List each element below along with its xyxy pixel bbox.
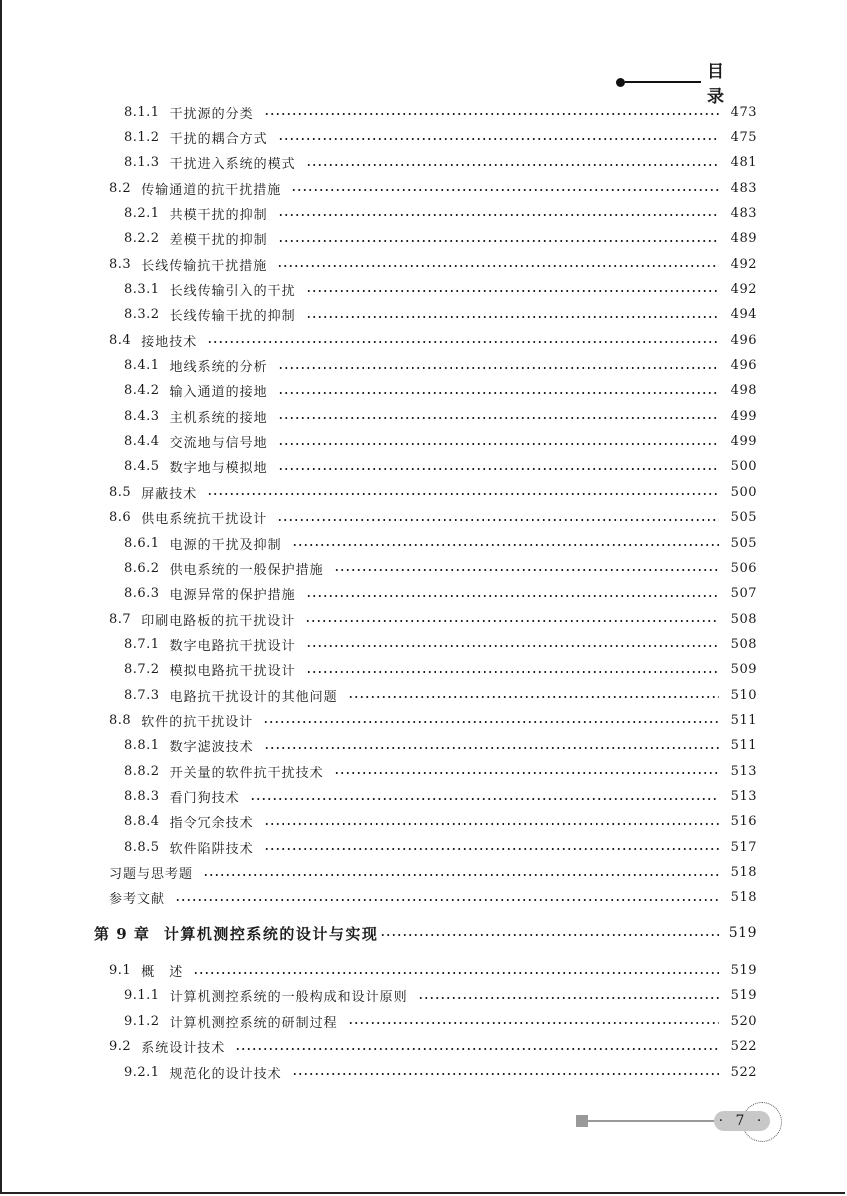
toc-entry-page: 498 xyxy=(730,383,757,399)
toc-entry-page: 518 xyxy=(730,865,757,880)
dot-leader xyxy=(203,874,719,876)
dot-leader xyxy=(207,341,719,343)
dot-leader xyxy=(278,417,719,419)
dot-leader xyxy=(291,189,719,191)
toc-entry-page: 499 xyxy=(730,434,757,450)
toc-entry-number: 8.4.2 xyxy=(124,383,160,399)
toc-entry-number: 8.8.5 xyxy=(124,839,160,855)
dot-leader xyxy=(334,772,719,774)
dot-leader xyxy=(278,240,719,242)
toc-entry[interactable] xyxy=(124,152,757,174)
toc-entry-number: 8.1.2 xyxy=(124,129,160,145)
toc-entry-page: 494 xyxy=(730,307,757,323)
toc-entry-title: 共模干扰的抑制 xyxy=(169,207,268,223)
toc-entry-title: 长线传输抗干扰措施 xyxy=(141,258,268,274)
toc-entry[interactable] xyxy=(109,507,757,529)
dot-leader xyxy=(292,1073,719,1075)
toc-entry-title: 干扰源的分类 xyxy=(169,106,254,122)
toc-entry-number: 9.1.2 xyxy=(124,1013,160,1029)
dot-leader xyxy=(278,392,719,394)
toc-entry[interactable] xyxy=(124,557,757,579)
toc-entry-number: 8.6 xyxy=(109,510,132,526)
toc-entry-number: 8.6.1 xyxy=(124,535,160,551)
toc-entry-number: 8.4.4 xyxy=(124,434,160,450)
toc-entry-number: 8.8.2 xyxy=(124,763,160,779)
toc-entry-title: 看门狗技术 xyxy=(169,791,240,806)
toc-entry-number: 8.7.2 xyxy=(124,662,160,678)
toc-entry[interactable] xyxy=(124,633,757,655)
toc-entry-page: 519 xyxy=(730,963,757,979)
dot-leader xyxy=(250,798,719,800)
toc-entry[interactable] xyxy=(109,177,757,199)
toc-entry[interactable] xyxy=(124,684,757,706)
toc-entry[interactable] xyxy=(109,862,757,884)
toc-entry-title: 电路抗干扰设计的其他问题 xyxy=(169,689,338,705)
toc-entry-page: 505 xyxy=(730,535,757,551)
toc-entry[interactable] xyxy=(124,126,757,148)
dot-leader xyxy=(292,544,719,546)
toc-entry-number: 9.1.1 xyxy=(124,988,160,1004)
dot-leader xyxy=(264,113,719,115)
toc-entry-number: 8.4 xyxy=(109,332,132,348)
toc-entry-page: 506 xyxy=(730,560,757,576)
page-title: 目 录 xyxy=(707,62,734,107)
toc-entry-title: 接地技术 xyxy=(141,334,198,350)
toc-entry-number: 8.8.4 xyxy=(124,814,160,830)
toc-entry-title: 屏蔽技术 xyxy=(141,486,198,502)
toc-entry[interactable] xyxy=(124,431,757,453)
toc-entry-title: 计算机测控系统的设计与实现 xyxy=(163,924,379,943)
toc-entry-page: 520 xyxy=(730,1013,757,1029)
toc-entry-number: 8.4.1 xyxy=(124,358,160,373)
toc-entry-number: 9.2.1 xyxy=(124,1064,160,1080)
toc-entry-title: 主机系统的接地 xyxy=(169,410,268,426)
toc-entry-title: 电源的干扰及抑制 xyxy=(169,537,282,553)
toc-entry-number: 8.2.2 xyxy=(124,231,160,247)
toc-entry[interactable] xyxy=(124,278,757,300)
toc-entry-title: 计算机测控系统的研制过程 xyxy=(169,1015,338,1031)
toc-entry-number: 8.8 xyxy=(109,712,132,728)
toc-entry-title: 软件的抗干扰设计 xyxy=(141,714,254,730)
toc-entry-title: 数字电路抗干扰设计 xyxy=(169,638,296,654)
toc-entry-page: 505 xyxy=(730,510,757,526)
toc-entry[interactable] xyxy=(124,985,757,1007)
page-number: · 7 · xyxy=(714,1111,770,1131)
toc-entry[interactable] xyxy=(124,304,757,326)
toc-entry-page: 518 xyxy=(730,890,757,906)
dot-leader xyxy=(277,519,719,521)
toc-entry[interactable] xyxy=(109,481,757,503)
toc-entry[interactable] xyxy=(124,405,757,427)
toc-entry[interactable] xyxy=(124,735,757,757)
dot-leader xyxy=(175,899,719,901)
dot-leader xyxy=(305,620,719,622)
toc-entry-page: 483 xyxy=(730,205,757,221)
toc-entry-title: 数字滤波技术 xyxy=(169,740,254,756)
toc-entry[interactable] xyxy=(124,456,757,478)
toc-entry-number: 8.4.3 xyxy=(124,408,160,424)
dot-leader xyxy=(306,290,719,292)
toc-entry-page: 522 xyxy=(730,1064,757,1080)
toc-entry-number: 8.6.3 xyxy=(124,586,160,602)
toc-entry-number: 8.3.1 xyxy=(124,281,160,297)
toc-entry[interactable] xyxy=(124,355,757,377)
toc-entry-title: 指令冗余技术 xyxy=(169,816,254,832)
toc-entry-page: 496 xyxy=(730,358,757,373)
toc-entry-title: 习题与思考题 xyxy=(109,867,194,882)
toc-entry-title: 计算机测控系统的一般构成和设计原则 xyxy=(169,990,408,1006)
toc-entry-title: 规范化的设计技术 xyxy=(169,1066,282,1082)
toc-entry-number: 8.1.3 xyxy=(124,155,160,171)
toc-entry-page: 519 xyxy=(728,925,757,942)
toc-entry-page: 511 xyxy=(730,738,757,754)
toc-entry-page: 473 xyxy=(730,104,757,120)
toc-entry-page: 513 xyxy=(730,789,757,804)
toc-entry-number: 8.5 xyxy=(109,484,132,500)
toc-entry-title: 供电系统的一般保护措施 xyxy=(169,562,324,578)
toc-entry-title: 概 述 xyxy=(141,965,184,981)
toc-entry-title: 干扰进入系统的模式 xyxy=(169,157,296,173)
toc-entry-number: 8.2.1 xyxy=(124,205,160,221)
toc-entry-number: 8.2 xyxy=(109,180,132,196)
toc-entry-page: 481 xyxy=(730,155,757,171)
toc-entry-title: 系统设计技术 xyxy=(141,1041,226,1057)
dot-leader xyxy=(278,367,719,369)
footer-rule xyxy=(588,1120,720,1122)
toc-entry-page: 489 xyxy=(730,231,757,247)
toc-entry[interactable] xyxy=(109,608,757,630)
toc-entry[interactable] xyxy=(109,960,757,982)
dot-leader xyxy=(264,823,719,825)
dot-leader xyxy=(306,671,719,673)
toc-entry-title: 地线系统的分析 xyxy=(169,360,268,375)
dot-leader xyxy=(278,214,719,216)
toc-entry[interactable] xyxy=(124,380,757,402)
dot-leader xyxy=(278,468,719,470)
dot-leader xyxy=(306,164,719,166)
toc-entry-title: 干扰的耦合方式 xyxy=(169,131,268,147)
toc-entry[interactable] xyxy=(109,1036,757,1058)
toc-entry-page: 516 xyxy=(730,814,757,830)
toc-entry-page: 492 xyxy=(730,281,757,297)
toc-entry-page: 517 xyxy=(730,839,757,855)
dot-leader xyxy=(278,138,719,140)
toc-entry-number: 8.7.3 xyxy=(124,687,160,703)
toc-entry-title: 开关量的软件抗干扰技术 xyxy=(169,765,324,781)
dot-leader xyxy=(263,721,719,723)
dot-leader xyxy=(207,493,719,495)
toc-entry-page: 507 xyxy=(730,586,757,602)
toc-entry-title: 模拟电路抗干扰设计 xyxy=(169,664,296,680)
toc-entry-title: 软件陷阱技术 xyxy=(169,841,254,857)
toc-entry-page: 508 xyxy=(730,611,757,627)
toc-entry-title: 传输通道的抗干扰措施 xyxy=(141,182,282,198)
toc-entry-page: 508 xyxy=(730,636,757,652)
toc-entry-number: 8.6.2 xyxy=(124,560,160,576)
toc-entry-number: 8.8.3 xyxy=(124,789,160,804)
dot-leader xyxy=(193,972,719,974)
toc-entry[interactable] xyxy=(124,101,757,123)
toc-entry[interactable] xyxy=(124,836,757,858)
toc-entry-title: 输入通道的接地 xyxy=(169,385,268,401)
toc-entry[interactable] xyxy=(124,659,757,681)
toc-entry-page: 509 xyxy=(730,662,757,678)
toc-entry-page: 513 xyxy=(730,763,757,779)
toc-entry[interactable] xyxy=(124,811,757,833)
toc-entry[interactable] xyxy=(124,532,757,554)
toc-entry-number: 8.3.2 xyxy=(124,307,160,323)
toc-entry-number: 8.7 xyxy=(109,611,132,627)
dot-leader xyxy=(306,595,719,597)
toc-entry-page: 510 xyxy=(730,687,757,703)
dot-leader xyxy=(334,569,719,571)
toc-entry-page: 511 xyxy=(730,712,757,728)
toc-entry-number: 8.8.1 xyxy=(124,738,160,754)
toc-entry[interactable] xyxy=(109,253,757,275)
toc-entry-page: 483 xyxy=(730,180,757,196)
toc-entry-title: 差模干扰的抑制 xyxy=(169,233,268,249)
dot-leader xyxy=(348,1022,719,1024)
toc-entry-title: 交流地与信号地 xyxy=(169,436,268,452)
toc-entry-title: 印刷电路板的抗干扰设计 xyxy=(141,613,296,629)
toc-entry-number: 8.3 xyxy=(109,256,132,272)
toc-entry-number: 9.2 xyxy=(109,1039,132,1055)
toc-entry[interactable] xyxy=(124,202,757,224)
toc-entry[interactable] xyxy=(124,1010,757,1032)
page-footer xyxy=(576,1102,788,1142)
toc-entry-title: 数字地与模拟地 xyxy=(169,461,268,477)
toc-entry-title: 供电系统抗干扰设计 xyxy=(141,512,268,528)
toc-chapter-entry[interactable] xyxy=(94,920,757,946)
dot-leader xyxy=(418,997,719,999)
dot-leader xyxy=(306,316,719,318)
toc-entry-page: 522 xyxy=(730,1039,757,1055)
toc-entry[interactable] xyxy=(124,228,757,250)
toc-entry[interactable] xyxy=(124,760,757,782)
toc-entry-number: 8.7.1 xyxy=(124,636,160,652)
dot-leader xyxy=(235,1048,719,1050)
toc-entry-page: 499 xyxy=(730,408,757,424)
toc-entry[interactable] xyxy=(109,887,757,909)
toc-entry-title: 参考文献 xyxy=(109,892,166,908)
toc-entry-number: 第 9 章 xyxy=(94,924,150,943)
toc-entry-page: 492 xyxy=(730,256,757,272)
toc-entry-page: 475 xyxy=(730,129,757,145)
toc-entry-title: 长线传输引入的干扰 xyxy=(169,283,296,299)
toc-entry-number: 8.4.5 xyxy=(124,459,160,475)
dot-leader xyxy=(264,848,719,850)
toc-entry-title: 电源异常的保护措施 xyxy=(169,588,296,604)
toc-entry-page: 519 xyxy=(730,988,757,1004)
dot-leader xyxy=(306,645,719,647)
toc-entry[interactable] xyxy=(124,583,757,605)
dot-leader xyxy=(380,934,719,936)
dot-leader xyxy=(264,747,719,749)
toc-entry[interactable] xyxy=(109,709,757,731)
dot-leader xyxy=(278,443,719,445)
dot-leader xyxy=(277,265,719,267)
toc-entry[interactable] xyxy=(124,1061,757,1083)
toc-entry-page: 500 xyxy=(730,484,757,500)
toc-entry-title: 长线传输干扰的抑制 xyxy=(169,309,296,325)
toc-entry[interactable] xyxy=(109,329,757,351)
toc-entry-page: 500 xyxy=(730,459,757,475)
toc-entry-number: 9.1 xyxy=(109,963,132,979)
footer-square-icon xyxy=(576,1115,588,1127)
dot-leader xyxy=(348,696,719,698)
toc-entry[interactable] xyxy=(124,786,757,808)
toc-entry-number: 8.1.1 xyxy=(124,104,160,120)
toc-entry-page: 496 xyxy=(730,332,757,348)
